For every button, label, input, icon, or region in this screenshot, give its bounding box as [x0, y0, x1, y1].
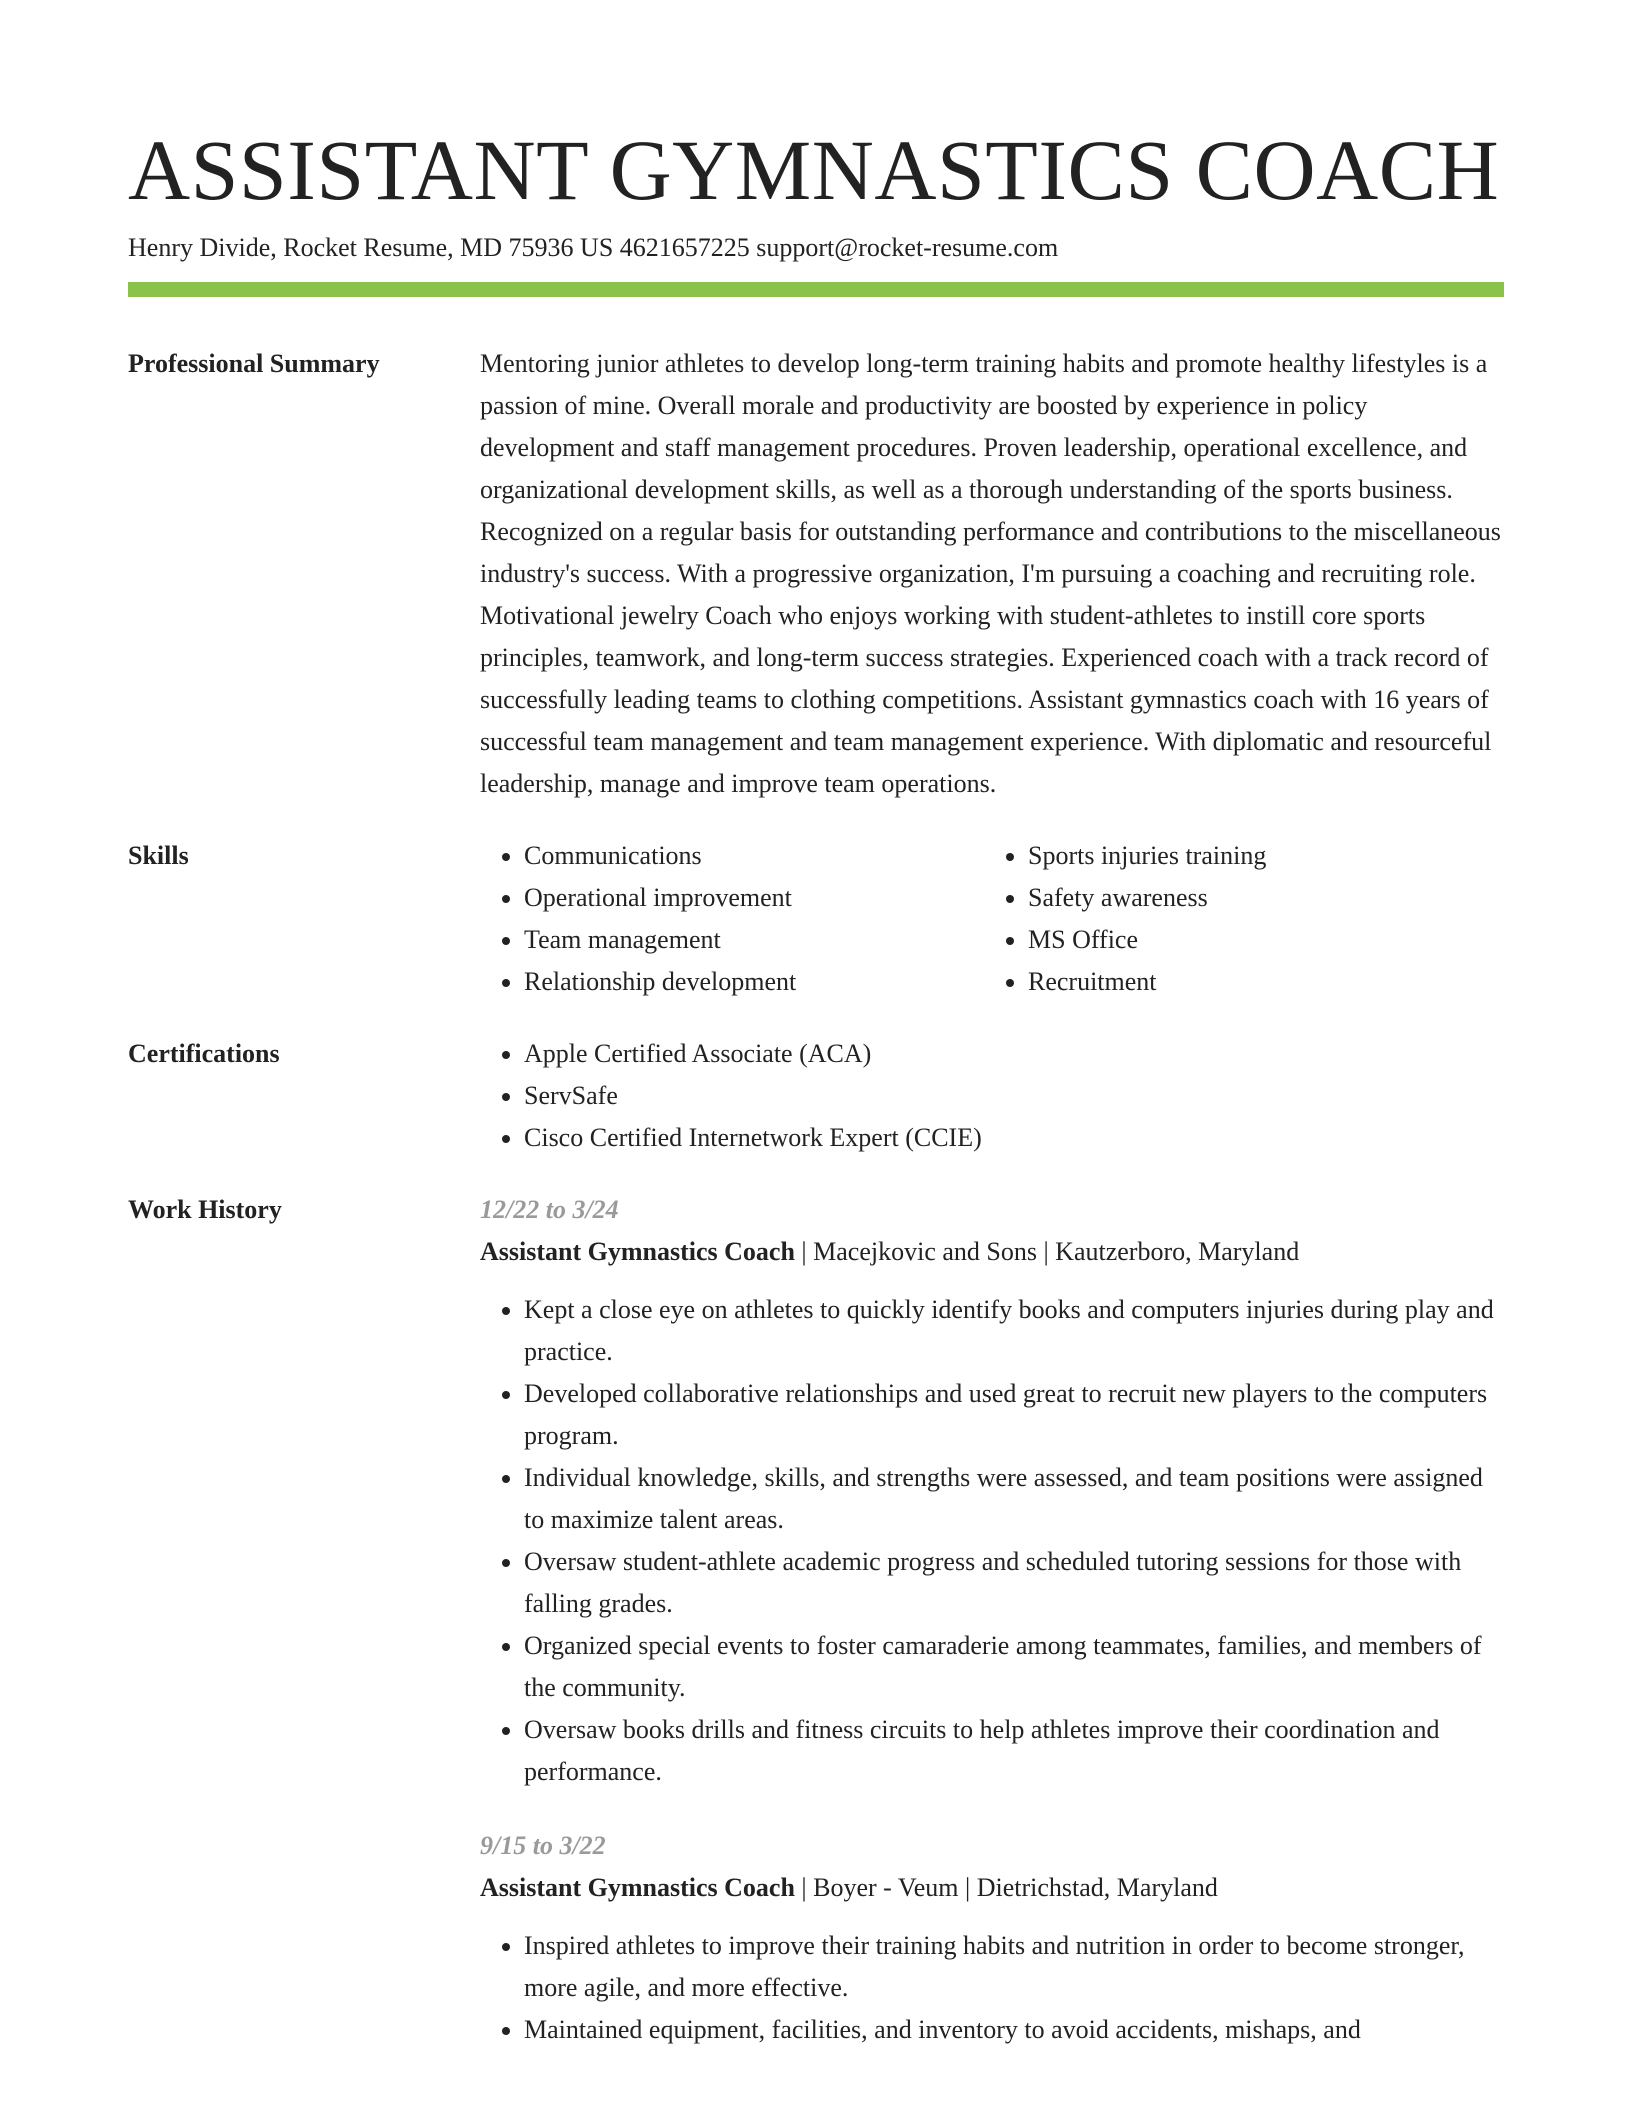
skill-item: • MS Office [1028, 919, 1488, 961]
certifications-heading: Certifications [128, 1039, 280, 1068]
job-employer-location: | Boyer - Veum | Dietrichstad, Maryland [794, 1873, 1218, 1902]
job-employer-location: | Macejkovic and Sons | Kautzerboro, Maryland [794, 1237, 1300, 1266]
header-divider [128, 282, 1504, 297]
job-bullet: • Oversaw books drills and fitness circuits to help athletes improve their coordination and performance. [524, 1709, 1504, 1793]
skills-section [128, 835, 1504, 1003]
job-bullet-list [480, 1289, 1504, 1793]
certification-item: • ServSafe [524, 1075, 1504, 1117]
work-history-body [480, 1189, 1504, 2051]
candidate-name: ASSISTANT GYMNASTICS COACH [128, 122, 1500, 218]
job-bullet: • Maintained equipment, facilities, and inventory to avoid accidents, mishaps, and [524, 2009, 1504, 2051]
certifications-body [480, 1033, 1504, 1159]
summary-section [128, 343, 1504, 805]
job-entry [480, 1825, 1504, 2051]
summary-text: Mentoring junior athletes to develop long-term training habits and promote healthy lifestyles is a passion of mine. Overall morale and productivity are boosted by experience in policy development and staff management procedures. Proven leadership, operational excellence, and organizational development skills, as well as a thorough understanding of the sports business. Recognized on a regular basis for outstanding performance and contributions to the miscellaneous industry's success. With a progressive organization, I'm pursuing a coaching and recruiting role. Motivational jewelry Coach who enjoys working with student-athletes to instill core sports principles, teamwork, and long-term success strategies. Experienced coach with a track record of successfully leading teams to clothing competitions. Assistant gymnastics coach with 16 years of successful team management and team management experience. With diplomatic and resourceful leadership, manage and improve team operations. [480, 349, 1501, 798]
job-heading [480, 1231, 1504, 1273]
skill-item: • Communications [524, 835, 984, 877]
job-entry [480, 1189, 1504, 1793]
certification-item: • Cisco Certified Internetwork Expert (CCIE) [524, 1117, 1504, 1159]
job-bullet: • Kept a close eye on athletes to quickly identify books and computers injuries during play and practice. [524, 1289, 1504, 1373]
skill-item: • Safety awareness [1028, 877, 1488, 919]
certifications-list [480, 1033, 1504, 1159]
job-bullet: • Organized special events to foster camaraderie among teammates, families, and members of the community. [524, 1625, 1504, 1709]
skills-body [480, 835, 1504, 1003]
certifications-section [128, 1033, 1504, 1159]
skills-list-left [480, 835, 984, 1003]
summary-heading: Professional Summary [128, 349, 380, 378]
skill-item: • Sports injuries training [1028, 835, 1488, 877]
work-history-section [128, 1189, 1504, 2051]
skills-heading: Skills [128, 841, 189, 870]
skill-item: • Team management [524, 919, 984, 961]
skill-item: • Operational improvement [524, 877, 984, 919]
job-title: Assistant Gymnastics Coach [480, 1237, 795, 1266]
job-title: Assistant Gymnastics Coach [480, 1873, 795, 1902]
job-bullet: • Developed collaborative relationships and used great to recruit new players to the computers program. [524, 1373, 1504, 1457]
job-bullet: • Individual knowledge, skills, and strengths were assessed, and team positions were assigned to maximize talent areas. [524, 1457, 1504, 1541]
job-bullet: • Oversaw student-athlete academic progress and scheduled tutoring sessions for those with falling grades. [524, 1541, 1504, 1625]
skills-list-right [984, 835, 1488, 1003]
job-bullet-list [480, 1925, 1504, 2051]
job-dates: 9/15 to 3/22 [480, 1831, 606, 1860]
resume-page [128, 118, 1504, 2051]
skill-item: • Recruitment [1028, 961, 1488, 1003]
certification-item: • Apple Certified Associate (ACA) [524, 1033, 1504, 1075]
skill-item: • Relationship development [524, 961, 984, 1003]
job-bullet: • Inspired athletes to improve their training habits and nutrition in order to become stronger, more agile, and more effective. [524, 1925, 1504, 2009]
work-history-heading: Work History [128, 1195, 282, 1224]
job-dates: 12/22 to 3/24 [480, 1195, 619, 1224]
summary-body [480, 343, 1504, 805]
job-heading [480, 1867, 1504, 1909]
contact-line: Henry Divide, Rocket Resume, MD 75936 US 4621657225 support@rocket-resume.com [128, 233, 1059, 262]
